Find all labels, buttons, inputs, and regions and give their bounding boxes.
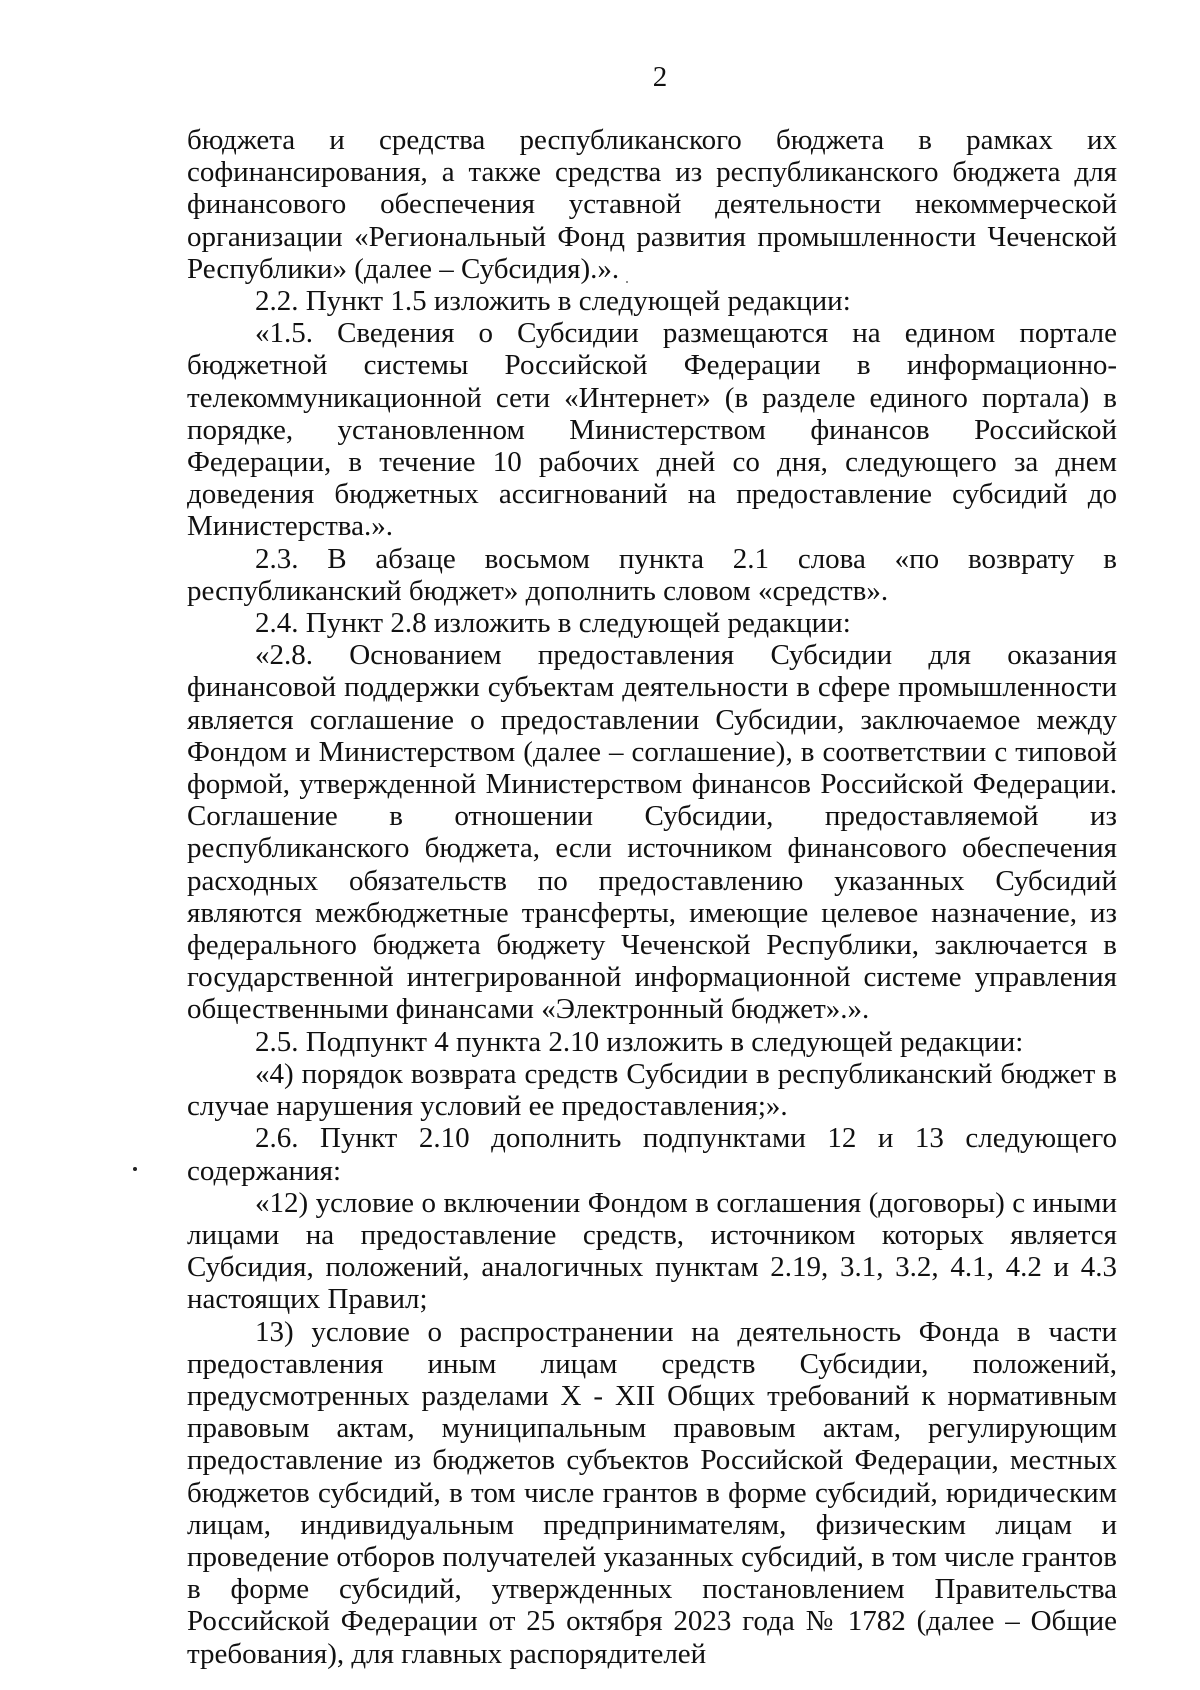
scan-speck [133, 1167, 137, 1171]
paragraph-item-2-5: 2.5. Подпункт 4 пункта 2.10 изложить в следующей редакции: [255, 1025, 1024, 1058]
paragraph-continuation: бюджета и средства республиканского бюджета в рамках их софинансирования, а также средства из республиканского бюджета для финансового обеспечения уставной деятельности некоммерческой организации «Региональный Фонд развития промышленности Чеченской Республики» (далее – Субсидия).». [187, 124, 1117, 285]
paragraph-item-2-2: 2.2. Пункт 1.5 изложить в следующей редакции: [255, 285, 851, 318]
paragraph-item-2-3: 2.3. В абзаце восьмом пункта 2.1 слова «по возврату в республиканский бюджет» дополнить словом «средств». [187, 542, 1117, 607]
paragraph-item-2-4: 2.4. Пункт 2.8 изложить в следующей редакции: [255, 607, 851, 640]
scan-speck-small [626, 281, 628, 283]
paragraph-quote-1-5: «1.5. Сведения о Субсидии размещаются на едином портале бюджетной системы Российской Федерации в информационно-телекоммуникационной сети «Интернет» (в разделе единого портала) в порядке, установленном Министерством финансов Российской Федерации, в течение 10 рабочих дней со дня, следующего за днем доведения бюджетных ассигнований на предоставление субсидий до Министерства.». [187, 317, 1117, 543]
paragraph-item-2-6: 2.6. Пункт 2.10 дополнить подпунктами 12 и 13 следующего содержания: [187, 1122, 1117, 1187]
paragraph-subitem-13: 13) условие о распространении на деятельность Фонда в части предоставления иным лицам средств Субсидии, положений, предусмотренных разделами X - XII Общих требований к нормативным правовым актам, муниципальным правовым актам, регулирующим предоставление из бюджетов субъектов Российской Федерации, местных бюджетов субсидий, в том числе грантов в форме субсидий, юридическим лицам, индивидуальным предпринимателям, физическим лицам и проведение отборов получателей указанных субсидий, в том числе грантов в форме субсидий, утвержденных постановлением Правительства Российской Федерации от 25 октября 2023 года № 1782 (далее – Общие требования), для главных распорядителей [187, 1315, 1117, 1670]
page-number: 2 [652, 61, 668, 93]
paragraph-quote-subitem-12: «12) условие о включении Фондом в соглашения (договоры) с иными лицами на предоставление средств, источником которых является Субсидия, положений, аналогичных пунктам 2.19, 3.1, 3.2, 4.1, 4.2 и 4.3 настоящих Правил; [187, 1186, 1117, 1316]
document-body [187, 124, 1117, 1670]
paragraph-quote-subitem-4: «4) порядок возврата средств Субсидии в республиканский бюджет в случае нарушения условий ее предоставления;». [187, 1057, 1117, 1123]
paragraph-quote-2-8: «2.8. Основанием предоставления Субсидии для оказания финансовой поддержки субъектам деятельности в сфере промышленности является соглашение о предоставлении Субсидии, заключаемое между Фондом и Министерством (далее – соглашение), в соответствии с типовой формой, утвержденной Министерством финансов Российской Федерации. Соглашение в отношении Субсидии, предоставляемой из республиканского бюджета, если источником финансового обеспечения расходных обязательств по предоставлению указанных Субсидий являются межбюджетные трансферты, имеющие целевое назначение, из федерального бюджета бюджету Чеченской Республики, заключается в государственной интегрированной информационной системе управления общественными финансами «Электронный бюджет».». [187, 639, 1117, 1026]
